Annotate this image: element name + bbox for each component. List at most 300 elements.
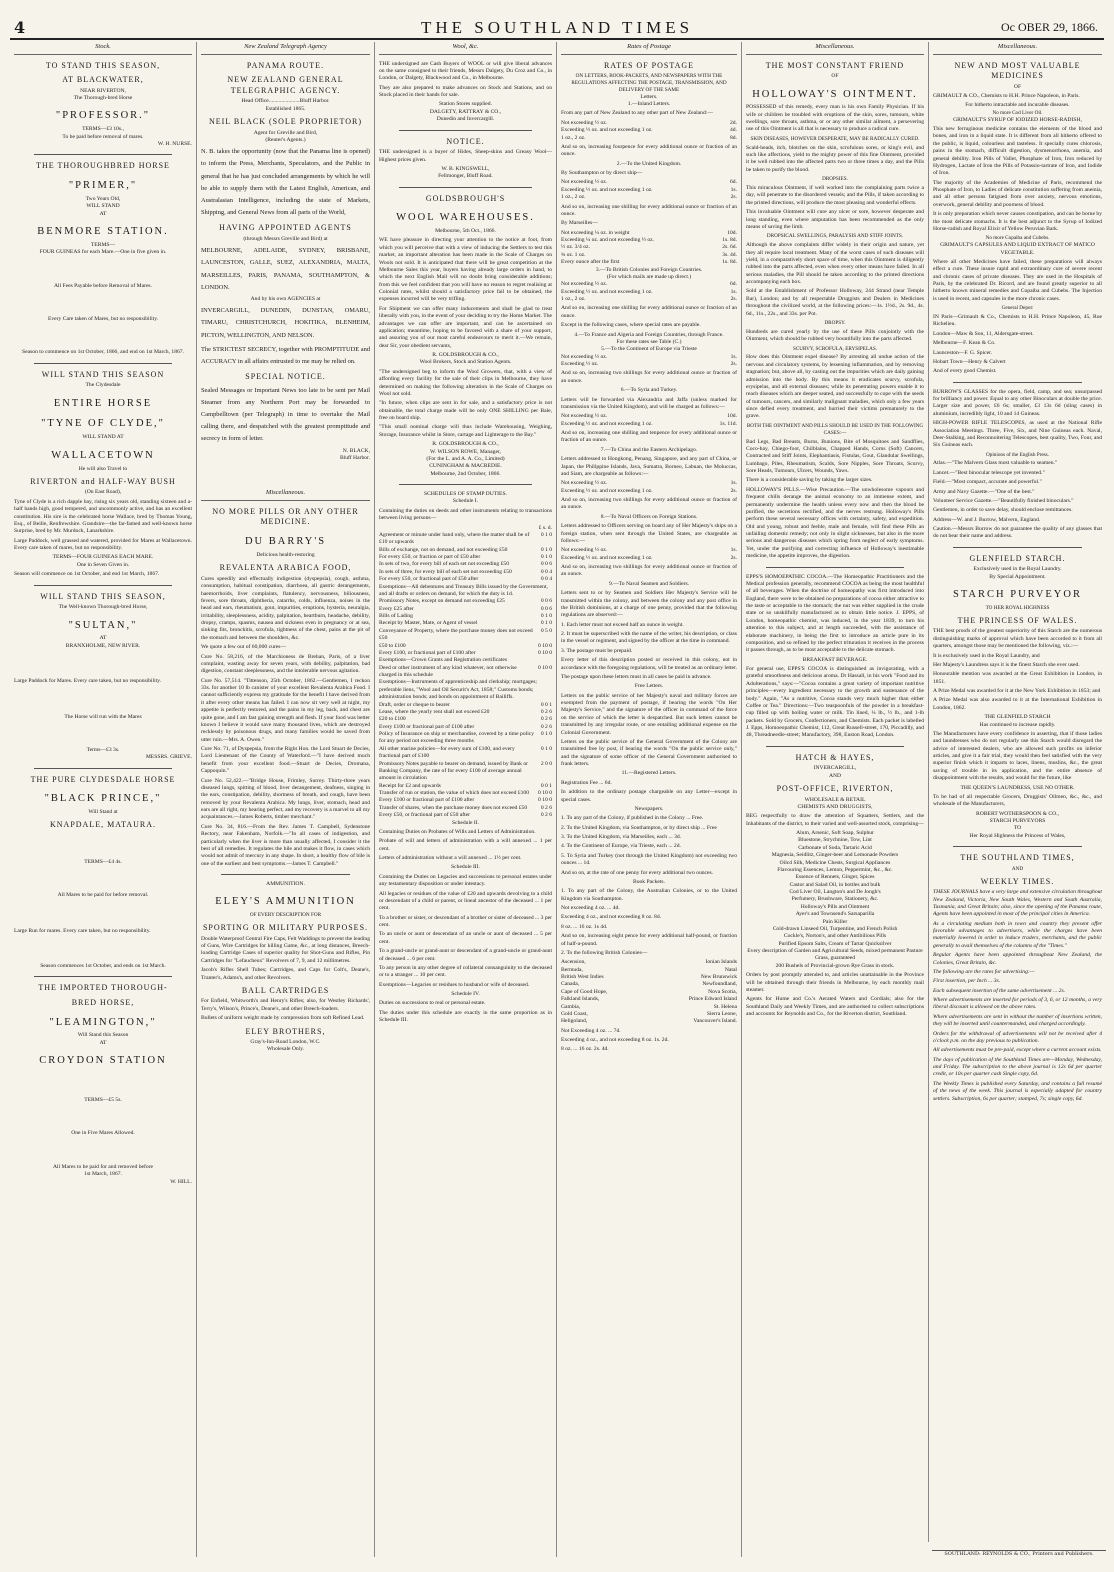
ad-heading: THE MOST CONSTANT FRIEND — [765, 60, 905, 70]
ad-text: The Clydesdale — [85, 382, 121, 389]
divider — [766, 567, 904, 568]
ad-body: And so on, increasing two shillings for every additional ounce or fraction of an ounce. — [561, 497, 737, 511]
ad-body: And so on, increasing fourpence for every additional ounce or fraction of an ounce. — [561, 143, 737, 158]
ad-body: By Southampton or by direct ship— — [561, 170, 643, 177]
stamp-duty-row — [379, 598, 552, 605]
ad-heading: GOLDSBROUGH'S — [425, 193, 506, 203]
ad-body: 2. It must be superscribed with the name of the writer, his description, or class in the vessel or regiment, and signed by the officer at the time in command. — [561, 631, 737, 645]
ad-heading: SPECIAL NOTICE. — [245, 372, 326, 382]
row-label: Bills of Lading — [379, 613, 413, 620]
horse-name: "SULTAN," — [68, 619, 138, 631]
ad-body: Regular Agents have been appointed throughout New Zealand, the Colonies, Great Britain, &c. — [933, 952, 1102, 966]
row-label: In sets of two, for every bill of each set not exceeding £50 — [379, 561, 510, 568]
ad-body: We quote a few out of 60,000 cures— — [201, 644, 286, 651]
row-value: 0 10 0 — [538, 664, 552, 671]
ad-body: Atlas.—"The Malvern Glass most valuable to seamen." — [933, 460, 1058, 467]
ad-body: Exceeding 4 oz., and not exceeding 8 oz. 8d. — [561, 914, 662, 921]
ad-body: Army and Navy Gazette.—"One of the best." — [933, 488, 1035, 495]
row-value: 0 2 6 — [540, 804, 552, 811]
ad-text: W. WILSON ROWE, Manager, — [430, 448, 501, 455]
ad-body: Orders by post promptly attended to, and articles unattainable in the Province will be obtained through their friends in Melbourne, by each monthly mail steamer. — [746, 972, 924, 993]
row-label: Every £25 after — [379, 605, 414, 612]
ad-body: And so on, increasing one shilling for every additional ounce or fraction of an ounce. — [561, 203, 737, 217]
ad-text: He will also Travel to — [78, 465, 128, 472]
ad-body: Jacob's Rifles Shell Tubes; Cartridges, and Caps for Colt's, Deane's, Tranter's, Adams's, and other Revolvers. — [201, 967, 370, 981]
postage-rate-row — [561, 289, 737, 296]
postage-rate-row — [561, 259, 737, 266]
ad-heading: SPORTING OR MILITARY PURPOSES. — [202, 923, 369, 933]
horse-name: "PROFESSOR." — [55, 110, 151, 122]
row-value: 1s. 8d. — [722, 259, 737, 266]
ad-body: Letters sent to or by Seamen and Soldiers Her Majesty's Service will be transmitted within the colony, and between the colony and any post office in the British dominions, at a charge of one penny, provided that the following regulations are observed:— — [561, 590, 737, 619]
ad-text: Agent for Greville and Bird, — [253, 129, 318, 136]
stock-item: Cockle's, Norton's, and other Antibilious Pills — [783, 933, 887, 940]
ad-text: AND — [828, 772, 842, 779]
row-value: 0 1 0 — [540, 554, 552, 561]
ad-body: Melbourne—F. Kean & Co. — [933, 340, 996, 347]
divider — [953, 382, 1082, 383]
stock-item: Cold-drawn Linseed Oil, Turpentine, and French Polish — [772, 925, 898, 932]
ad-text: TERMS—£3 10s., — [82, 126, 124, 133]
postage-rate-row — [561, 281, 737, 288]
newspaper-title: THE SOUTHLAND TIMES — [420, 18, 694, 37]
ad-text: 1st March, 1867. — [84, 1171, 122, 1178]
printer-imprint: SOUTHLAND: REYNOLDS & CO., Printers and Publishers. — [932, 1550, 1106, 1557]
ad-body: Registration Fee ... 6d. — [561, 779, 612, 786]
ad-heading: AT BLACKWATER, — [62, 75, 144, 85]
colony-row — [561, 996, 737, 1003]
ad-heading: STARCH PURVEYOR — [953, 589, 1082, 601]
ad-text: AT — [99, 1039, 107, 1046]
ad-body: 5. To Syria and Turkey (not through the United Kingdom) not exceeding two ounces ... 1d. — [561, 852, 737, 867]
column-postage — [556, 42, 741, 1557]
postage-rate-row — [561, 244, 737, 251]
station-name: BENMORE STATION. — [37, 225, 169, 237]
divider — [399, 130, 532, 131]
row-label: Not exceeding ½ oz. — [561, 353, 608, 360]
row-label: In sets of three, for every bill of each set not exceeding £50 — [379, 568, 512, 575]
row-value: New Brunswick — [700, 974, 737, 981]
ad-body: 8 oz. ... 16 oz. 1s 4d. — [561, 923, 608, 930]
ad-body: And so on, at the rate of one penny for every additional two ounces. — [561, 869, 714, 876]
ad-body: Where advertisements are inserted for periods of 3, 6, or 12 months, a very liberal discount is allowed on the above rates. — [933, 997, 1102, 1011]
ad-body: Containing the Duties on Legacies and successions to personal estates under any testamentary disposition or under intestacy. — [379, 873, 552, 888]
ad-body: And of every good Chemist. — [933, 368, 997, 375]
ad-body: It is only preparation which never causes constipation, and can be borne by the most delicate stomachs. It is the best adjunct to the Syrup of Iodized Horse-radish and Royal Elixir of Yellow Peruvian Bark. — [933, 211, 1102, 232]
row-value: 0 0 4 — [540, 576, 552, 583]
row-label: Transfer of shares, when the purchase money does not exceed £50 — [379, 804, 528, 811]
row-label: £50 to £100 — [379, 642, 406, 649]
row-label: Not exceeding ½ oz. — [561, 281, 608, 288]
ad-body: N. B. takes the opportunity (now that the Panama line is opened) to inform the Press, Merchants, Speculators, and the Public in general that he has just concluded arrangements by which he will be able to supply them with the Latest English, American, and Australasian Intelligence, including the state of Markets, Shipping, and General News from all parts of the World, — [201, 148, 370, 217]
ad-body: THE best proofs of the greatest superiority of this Starch are the numerous distinguishing marks of approval which have been accorded to it from all quarters, amongst those may be mentioned the following, viz.:— — [933, 628, 1102, 650]
ad-text: Station Stores supplied. — [439, 101, 492, 108]
row-value: 0 2 6 — [540, 812, 552, 819]
ad-body: The STRICTEST SECRECY, together with PROMPTITUDE and ACCURACY in all affairs entrusted to me may be relied on. — [201, 345, 370, 365]
stock-item: Ayer's and Townsend's Sarsaparilla — [795, 911, 875, 918]
row-value: 0 0 6 — [540, 605, 552, 612]
ad-text: WHOLESALE & RETAIL — [804, 796, 866, 803]
ad-heading: BREAKFAST BEVERAGE. — [802, 656, 868, 663]
ad-body: Letters addressed to Hongkong, Penang, Singapore, and any part of China, or Japan, the Philippine Islands, Java, Sumatra, Borneo, Labuan, the Moluccas, and Siam, are chargeable as follows:— — [561, 456, 737, 477]
section-head: Book Packets. — [632, 878, 665, 885]
ad-body: Lancet.—"Best binocular telescope yet invented." — [933, 469, 1045, 476]
stamp-duty-row — [379, 731, 552, 746]
row-label: Not exceeding ½ oz. — [561, 119, 608, 126]
issue-date: Oc OBER 29, 1866. — [1001, 20, 1098, 34]
stock-item: Perfumery, Brushware, Stationery, &c. — [791, 896, 879, 903]
ad-body: First insertion, per Inch ... 3s. — [933, 978, 1001, 985]
column-head: Miscellaneous. — [746, 42, 924, 55]
postage-rate-row — [561, 230, 737, 237]
postage-rate-row — [561, 127, 737, 134]
ad-body: Duties on successions to real or personal estate. — [379, 1000, 486, 1007]
row-value: 0 0 1 — [540, 701, 552, 708]
row-label: Draft, order or cheque to bearer — [379, 701, 450, 708]
colony-row — [561, 1004, 737, 1011]
ad-text: The Horse will run with the Mares — [64, 713, 142, 720]
ad-heading: THE THOROUGHBRED HORSE — [36, 161, 170, 171]
ad-heading: ROBERT WOTHERSPOON & CO., — [976, 810, 1059, 817]
stamp-duty-row — [379, 702, 552, 709]
ad-text: Season commences 1st October, and ends on 1st March. — [40, 963, 166, 970]
row-label: All other marine policies—for every sum of £100, and every fractional part of £100 — [379, 745, 515, 760]
ad-heading: THE GLENFIELD STARCH — [984, 714, 1051, 721]
ad-body: For Enfield, Whitworth's and Henry's Rifles; also, for Westley Richards', Terry's, Wilson's, Prince's, Deane's, and other Breech-loaders. — [201, 998, 370, 1012]
colony-row — [561, 967, 737, 974]
row-value: 1s. — [730, 186, 737, 193]
ad-text: WILL STAND — [86, 203, 120, 210]
row-label: Exceeding ½ oz. and not exceeding 1 oz. — [561, 554, 653, 561]
ad-body: 2. To the following British Colonies— — [561, 949, 648, 956]
stamp-duty-row — [379, 679, 552, 701]
row-value: 10d. — [727, 229, 737, 236]
row-label: Bermuda, — [561, 966, 583, 973]
ad-text: Established 1865. — [265, 105, 306, 112]
row-label: Exceeding ¼ oz. and not exceeding ½ oz. — [561, 237, 655, 244]
ad-heading: NOTICE. — [446, 136, 485, 146]
stock-item: Oilcd Silk, Medicine Chests, Surgical Appliances — [779, 859, 891, 866]
colony-row — [561, 1018, 737, 1025]
ad-text: Gray's-Inn-Road London, W.C. — [250, 1039, 321, 1046]
ad-text: Head Office......................Bluff Harbor. — [241, 98, 330, 105]
stamp-duty-row — [379, 783, 552, 790]
stamp-duty-row — [379, 797, 552, 804]
ad-text: General Depot: — [1001, 305, 1034, 312]
ad-body: MELBOURNE, ADELAIDE, SYDNEY, BRISBANE, LAUNCESTON, GALLE, SUEZ, ALEXANDRIA, MALTA, MARSEILLES, PARIS, PANAMA, SOUTHAMPTON, & LONDON. — [201, 247, 370, 291]
row-label: Not exceeding ½ oz. — [561, 179, 608, 186]
colony-row — [561, 959, 737, 966]
ad-body: Where all other Medicines have failed, these preparations will always effect a cure. These insure rapid and extraordinary cure of severe recent and chronic cases of private diseases. They are used in the Hospitals of Paris, by the celebrated Dr. Ricord, and are found greatly superior to all hitherto known mineral remedies and Copaiba and Cubebs. The Injection is used in recent, and capsules in the more chronic cases. — [933, 258, 1102, 302]
row-label: Heligoland, — [561, 1018, 588, 1025]
row-label: Gold Coast, — [561, 1010, 588, 1017]
ad-body: Letters on the public service of her Majesty's naval and military forces are exempted from the payment of postage, if bearing the words "On Her Majesty's Service," and the signature of the officer in command of the force on the service of which the letter is despatched. But such letters cannot be transmitted by any irregular route, or one entailing additional expense on the Colonial Government. — [561, 692, 737, 736]
row-value: Newfoundland, — [702, 981, 737, 988]
rate-table — [561, 354, 737, 369]
rate-table — [561, 120, 737, 142]
ad-body: This invaluable Ointment will cure any ulcer or sore, however desperate and long standing, even where amputation has been recommended as the only means of saving the limb. — [746, 209, 924, 230]
row-value: Ionian Islands — [705, 959, 737, 966]
ad-heading: GLENFIELD STARCH. — [969, 553, 1066, 563]
ad-text: DROPSICAL SWELLINGS, PARALYSIS AND STIFF JOINTS. — [766, 233, 904, 240]
postage-rate-row — [561, 194, 737, 201]
stamp-duty-row — [379, 643, 552, 650]
ad-body: Probate of will and letters of administration with a will annexed ... 1 per cent. — [379, 838, 552, 852]
ad-text: Her Royal Highness the Princess of Wales, — [969, 832, 1066, 839]
row-label: Exemptions—All debentures and Treasury Bills issued by the Government, and all drafts or orders on demand, for which the duty is 1d. — [379, 583, 548, 597]
rate-table — [561, 413, 737, 428]
ad-text: To be paid before removal of mares. — [62, 133, 144, 140]
horse-name: "PRIMER," — [68, 179, 138, 191]
stamp-duty-row — [379, 547, 552, 554]
row-label: Every £50, or fractional part of £50 after — [379, 812, 471, 819]
ad-text: OF — [1013, 83, 1022, 90]
divider — [953, 547, 1082, 548]
section-head: 7.—To China and the Eastern Archipelago. — [600, 446, 698, 453]
ad-text: Has continued to increase rapidly. — [979, 721, 1056, 728]
row-value: 1s. — [730, 480, 737, 487]
ad-body: All advertisements must be pre-paid, except where a current account exists. — [933, 1047, 1102, 1054]
ad-body: Honourable mention was awarded at the Great Exhibition in London, in 1851. — [933, 671, 1102, 685]
row-label: Lease, where the yearly rent shall not exceed £20 — [379, 708, 490, 715]
ad-signature: N. BLACK, — [342, 447, 370, 454]
row-label: Receipt by Master, Mate, or Agent of vessel — [379, 620, 478, 627]
row-value: 2s. — [730, 487, 737, 494]
stamp-duty-row — [379, 746, 552, 761]
divider — [34, 363, 172, 364]
divider — [34, 585, 172, 586]
ad-text: Wool Brokers, Stock and Station Agents. — [419, 359, 512, 366]
ad-body: In addition to the ordinary postage chargeable on any Letter—except in special cases. — [561, 789, 737, 803]
column-head: Wool, &c. — [379, 42, 552, 55]
divider — [399, 484, 532, 485]
divider — [766, 746, 904, 747]
ad-text: DROPSY. — [824, 319, 846, 326]
section-head: Newspapers. — [634, 805, 664, 812]
ad-heading: ENTIRE HORSE — [53, 397, 153, 409]
row-value: 0 1 0 — [540, 546, 552, 553]
row-label: Exemptions—Crown Grants and Registration certificates — [379, 657, 508, 664]
ad-body: The following are the rates for advertising:— — [933, 968, 1035, 975]
stamp-duty-row — [379, 628, 552, 643]
ad-body: Address—W. and J. Burrow, Malvern, England. — [933, 516, 1041, 523]
ad-text: AT — [99, 210, 107, 217]
ad-body: Scald-heads, itch, blotches on the skin, scrofulous sores, or king's evil, and such like affections, yield to the mighty power of this fine Ointment, provided it be well rubbed into the affected parts two or three times a day, and the Pills be taken to purify the blood. — [746, 144, 924, 173]
row-label: Exceeding ½ oz. — [561, 361, 599, 368]
ad-heading: W. B. KINGSWELL, — [441, 165, 490, 172]
ad-body: Cure No. 58,216, of the Marchioness de Brehan, Paris, of a liver complaint, wasting away for seven years, with debility, palpitation, bad digestion, constant sleeplessness, and the intolerable nervous agitation. — [201, 653, 370, 675]
row-value: Vancouver's Island. — [693, 1018, 737, 1025]
postage-rate-row — [561, 296, 737, 303]
stamp-duty-row — [379, 576, 552, 583]
ad-heading: THE SOUTHLAND TIMES, — [960, 853, 1075, 863]
ad-body: How does this Ointment expel disease? By arresting all undue action of the nervous and circulatory systems, by lessening inflammation, and by removing stagnation; but, above all, by casting out the impurities which are daily gaining admission into the body. By this means it eradicates scurvy, scrofula, erysipelas, and all external diseases; while its penetrating powers enable it to reach diseases which are deeper seated, and successfully to cope with the seeds of tumours, cancers, and similarly malignant maladies, which only a few years since defied every treatment, and hurried their victims prematurely to the grave. — [746, 354, 924, 420]
masthead — [10, 18, 1104, 40]
ad-body: And so on, increasing two shillings for every additional ounce or fraction of an ounce. — [561, 370, 737, 384]
ad-text: Schedule IV. — [451, 991, 480, 998]
station-name: KNAPDALE, MATAURA. — [49, 820, 157, 830]
row-value: 0 2 6 — [540, 708, 552, 715]
ad-body: EPPS'S HOMOEPATHIC COCOA.—The Homeopathic Practitioners and the Medical profession generally, recommend COCOA as being the most healthful of all beverages. When the doctrine of homeopathy was first introduced into England, there were to be obtained no preparations of cocoa either attractive to the taste or acceptable to the stomach; the nut was either supplied in the crude state or so unskilfully manufactured as to obtain little notice. J. EPPS, of London, homeopathic chemist, was induced, in the year 1839, to turn his attention to this subject, and at length succeeded, with the assistance of elaborate machinery, in being the first to introduce an article pure in its composition, and so refined by the perfect trituration it receives in the process it passes through, as to be most acceptable to the delicate stomach. — [746, 573, 924, 654]
row-value: 4d. — [730, 127, 737, 134]
ad-body: Launceston—F. G. Spicer. — [933, 349, 993, 356]
ad-body: Agents for Hume and Co.'s Aerated Waters and Cordials; also for the Southland Daily and Weekly Times, and are authorised to collect subscriptions and accounts for Reynolds and Co., for the Riverton district, Southland. — [746, 996, 924, 1018]
stock-item: Every description of Garden and Agricultural Seeds, mixed permanent Pasture Grass, guaranteed — [747, 948, 923, 962]
row-label: Promissory Notes payable to bearer on demand, issued by Bank or Banking Company, the rate of for every £100 of average annual amount in circulation — [379, 760, 528, 782]
section-head: Miscellaneous. — [201, 488, 370, 501]
row-label: 1 oz., 2 oz. — [561, 296, 586, 303]
ad-text: Wholesale Only. — [266, 1046, 305, 1053]
ad-body: From any part of New Zealand to any other part of New Zealand:— — [561, 110, 713, 117]
ad-body: And so on, increasing eight pence for every additional half-pound, or fraction of half-a-pound. — [561, 933, 737, 947]
ad-text: CUNINGHAM & MACREDIE. — [429, 463, 502, 470]
stamp-duty-row — [379, 606, 552, 613]
ad-body: And so on, increasing one shilling and tenpence for every additional ounce or fraction of an ounce. — [561, 430, 737, 444]
column-head: Stock. — [14, 42, 192, 55]
ad-text: SKIN DISEASES, HOWEVER DESPERATE, MAY BE RADICALLY CURED. — [750, 135, 920, 142]
section-head: 8.—To Naval Officers on Foreign Stations. — [600, 513, 698, 520]
row-value: 0 10 0 — [538, 790, 552, 797]
stamp-duty-row — [379, 620, 552, 627]
ad-body: Cures speedily and effectually indigestion (dyspepsia), cough, asthma, consumption, habitual constipation, diarrhoea, all gastric derangements, haemorrhoids, liver complaints, flatulency, nervousness, biliousness, fevers, sore throats, diphtheria, catarrhs, colds, influenza, noises in the head and ears, rheumatism, gout, impurities, eruptions, hysteria, neuralgia, irritability, sleeplessness, acidity, palpitation, heartburn, headache, debility, dropsy, cramps, spasms, nausea and sickness even in pregnancy or at sea, sinking fits, bronchitis, scrofula, tightness of the chest, pains at the pit of the stomach and between the shoulders, &c. — [201, 575, 370, 641]
row-value: St. Helena — [713, 1003, 737, 1010]
divider — [953, 846, 1082, 847]
ad-text: The Well-known Thorough-bred Horse, — [58, 604, 148, 611]
ad-body: Tyne of Clyde is a rich dapple bay, rising six years old, standing sixteen and a-half hands high, good tempered, and uncommonly active, and has an excellent constitution. His sire is the celebrated horse Wallace, bred by Thomas Young, Esq., of Beille, Renfrewshire. Grandsire—the far-famed and well-known horse Surprise, bred by Mr. Murdock, Lanarkshire. — [14, 498, 192, 535]
ad-body: London—Maw & Son, 11, Aldersgate-street. — [933, 330, 1034, 337]
row-value: 2s. — [730, 194, 737, 201]
row-value: 1s. — [730, 288, 737, 295]
stamp-duty-row — [379, 812, 552, 819]
row-label: Canada, — [561, 981, 580, 988]
row-label: ½ oz. 3/4 oz. — [561, 244, 590, 251]
row-value: 0 0 6 — [540, 561, 552, 568]
ad-text: TERMS—FOUR GUINEAS EACH MARE. — [52, 554, 154, 561]
row-value: 2s. 6d. — [722, 244, 737, 251]
ad-body: It is exclusively used in the Royal Laundry, and — [933, 652, 1040, 659]
station-name: WALLACETOWN — [51, 449, 155, 461]
horse-name: "BLACK PRINCE," — [44, 793, 162, 805]
ad-body: 4. To the Continent of Europe, via Trieste, each ... 2d. — [561, 843, 681, 850]
postage-rate-row — [561, 547, 737, 554]
ad-body: Containing Duties on Probates of Wills and Letters of Administration. — [379, 828, 536, 835]
section-head: 1.—Inland Letters. — [627, 101, 671, 108]
row-label: Not exceeding ½ oz. — [561, 480, 608, 487]
section-head: 3.—To British Colonies and Foreign Countries. — [595, 266, 703, 273]
ad-body: Bullets of uniform weight made by compression from soft Refined Lead. — [201, 1015, 365, 1022]
ad-body: The postage upon these letters must in all cases be paid in advance. — [561, 673, 712, 680]
ad-text: No more Copaiba and Cubebs. — [985, 235, 1050, 242]
ad-body: Letters addressed to Officers serving on board any of Her Majesty's ships on a foreign station, when sent through the United States, are chargeable as follows:— — [561, 523, 737, 544]
ad-heading: WILL STAND THIS SEASON, — [40, 591, 166, 601]
row-value: 10d. — [727, 413, 737, 420]
ad-body: The Manufacturers have every confidence in asserting, that if those ladies and laundresses who do not regularly use this Starch would disregard the advice of interested dealers, who are allowed such profits on inferior articles, and give it a fair trial, they would then feel satisfied with the very superior finish which it imparts to laces, linens, muslins, &c., the great saving of trouble in its application, and the entire absence of disappointment with the results, and would for the future, like — [933, 730, 1102, 782]
divider — [399, 187, 532, 188]
postage-rate-row — [561, 361, 737, 368]
stock-item: Bluestone, Strychnine, Tow, Lint — [798, 837, 872, 844]
section-head: 5.—To the Continent of Europe via Trieste — [601, 346, 697, 353]
stock-item: Carbonate of Soda, Tartaric Acid — [798, 844, 872, 851]
row-value: 2s. — [730, 554, 737, 561]
ad-body: Cure No. 57,514. "Tittenson, 25th October, 1862.—Gentlemen, I reckon 33s. for another 10 lb canister of your excellent Revalenta Arabica Food. I cannot sufficiently express my gratitude for the benefit I have derived from it after every other means has failed. I can now sit very well at night, my appetite is perfectly restored, and the pains in my leg, back, and chest are quite gone, and I am fast gaining strength and flesh. If your food was better known I believe it would save many thousand lives, which are destroyed recklessly by poisonous drugs, and many families would be saved from utter ruin.—Mrs. A. Owen." — [201, 677, 370, 743]
postage-rate-row — [561, 354, 737, 361]
rate-table — [561, 281, 737, 303]
ad-body: 1. Each letter must not exceed half an ounce in weight. — [561, 621, 684, 628]
ad-text: (For which mails are made up direct.) — [606, 273, 692, 280]
ad-body: Exceeding 4 oz., and not exceeding 8 oz. 1s. 2d. — [561, 1037, 669, 1044]
row-label: For every £50, or fraction or part of £50 after — [379, 554, 481, 561]
row-value: 1s. 11d. — [719, 420, 737, 427]
ad-heading: DU BARRY'S — [244, 535, 327, 547]
stamp-duty-row — [379, 532, 552, 547]
row-value: 2 0 0 — [540, 760, 552, 767]
stamp-duty-row — [379, 561, 552, 568]
ad-text: Schedule I. — [452, 498, 479, 505]
stock-item: Castor and Salad Oil, in bottles and bulk — [789, 881, 881, 888]
row-label: Transfer of run or station, the value of which does not exceed £100 — [379, 790, 530, 797]
row-value: 0 2 6 — [540, 723, 552, 730]
table-header: £ s. d. — [538, 524, 552, 531]
row-value: 8d. — [730, 134, 737, 141]
ad-body: 3. The postage must be prepaid. — [561, 647, 633, 654]
ad-body: Exemptions—Legacies or residues to husband or wife of deceased. — [379, 981, 530, 988]
ad-text: R. GOLDSBROUGH & CO., — [432, 352, 499, 359]
postage-rate-row — [561, 135, 737, 142]
ad-text: Opinions of the English Press. — [986, 451, 1049, 458]
postage-rate-row — [561, 555, 737, 562]
postage-rate-row — [561, 488, 737, 495]
row-value: 0 1 0 — [540, 531, 552, 538]
row-value: 0 1 0 — [540, 613, 552, 620]
ad-heading: HAVING APPOINTED AGENTS — [219, 223, 352, 233]
ad-text: Schedule II. — [451, 819, 480, 826]
ad-heading: NEW AND MOST VALUABLE MEDICINES — [954, 60, 1081, 81]
ad-body: They are also prepared to make advances on Stock and Stations, and on Stock placed in their hands for sale. — [379, 84, 552, 99]
ad-text: ON LETTERS, BOOK-PACKETS, AND NEWSPAPERS WITH THE REGULATIONS AFFECTING THE POSTAGE, TRANSMISSION, AND DELIVERY OF THE SAME — [571, 73, 727, 93]
ad-heading: REVALENTA ARABICA FOOD, — [219, 563, 352, 573]
ad-body: Double Waterproof Central Fire Caps, Felt Waddings to prevent the leading of Guns, Wire Cartridges for killing Game, &c., at long distances, Breech-loading Cartridge Cases of superior quality for Shot-Guns and Rifles, Pin Cartridges for "Lefaucheux" Revolvers of 7, 9, and 12 millimetres. — [201, 935, 370, 964]
ad-body: Caution.—Messrs Burrow do not guarantee the quality of any glasses that do not bear their name and address. — [933, 526, 1102, 540]
row-value: 3s. 4d. — [722, 251, 737, 258]
row-label: Exceeding ½ oz. and not exceeding 1 oz. — [561, 288, 653, 295]
row-value: 0 1 0 — [540, 745, 552, 752]
postage-rate-row — [561, 480, 737, 487]
row-label: Every £100 or fractional part of £100 after — [379, 797, 475, 804]
ad-text: TO — [1013, 825, 1022, 832]
row-value: 6d. — [730, 179, 737, 186]
ad-text: BRANXHOLME, NEW RIVER. — [65, 642, 141, 649]
ad-heading: GRIMAULT'S CAPSULES AND LIQUID EXTRACT OF MATICO VEGETABLE. — [940, 242, 1095, 256]
ad-heading: DALGETY, RATTRAY & CO., — [429, 108, 502, 115]
ad-text: AMMUNITION. — [266, 881, 305, 887]
ad-signature: W. H. NURSE. — [157, 141, 192, 148]
ad-body: The duties under this schedule are exactly in the same proportion as in Schedule III. — [379, 1009, 552, 1024]
row-value: 1s. — [730, 353, 737, 360]
ad-heading: NEW ZEALAND GENERAL TELEGRAPHIC AGENCY. — [227, 75, 344, 95]
ad-text: Melbourne, 2nd October, 1866. — [430, 470, 501, 477]
stamp-duty-row — [379, 761, 552, 783]
row-label: Agreement or minute under hand only, where the matter shall be of £10 or upwards — [379, 531, 530, 546]
ad-body: 8 oz. ... 16 oz. 2s. 4d. — [561, 1046, 609, 1053]
ad-text: BOTH THE OINTMENT AND PILLS SHOULD BE USED IN THE FOLLOWING CASES:— — [746, 422, 924, 436]
ad-text: OF — [831, 73, 839, 80]
row-label: Every £100, or fractional part of £100 after — [379, 649, 476, 656]
row-label: For every £50, or fractional part of £50 after — [379, 576, 479, 583]
ad-body: Cure No. 52,422.—"Bridge House, Frimley, Surrey. Thirty-three years diseased lungs, spitting of blood, liver derangement, deafness, singing in the ears, constipation, debility, shortness of breath, and cough, have been removed by your Revalenta Arabica. My lungs, liver, stomach, head and ears are all right, my hearing perfect, and my recovery is a marvel to all my acquaintances.—James Roberts, timber merchant." — [201, 777, 370, 821]
column-head: New Zealand Telegraph Agency — [201, 42, 370, 55]
ad-text: All Mares to be paid for and removed before — [52, 1163, 154, 1170]
row-label: Bills of exchange, not on demand, and not exceeding £50 — [379, 546, 508, 553]
